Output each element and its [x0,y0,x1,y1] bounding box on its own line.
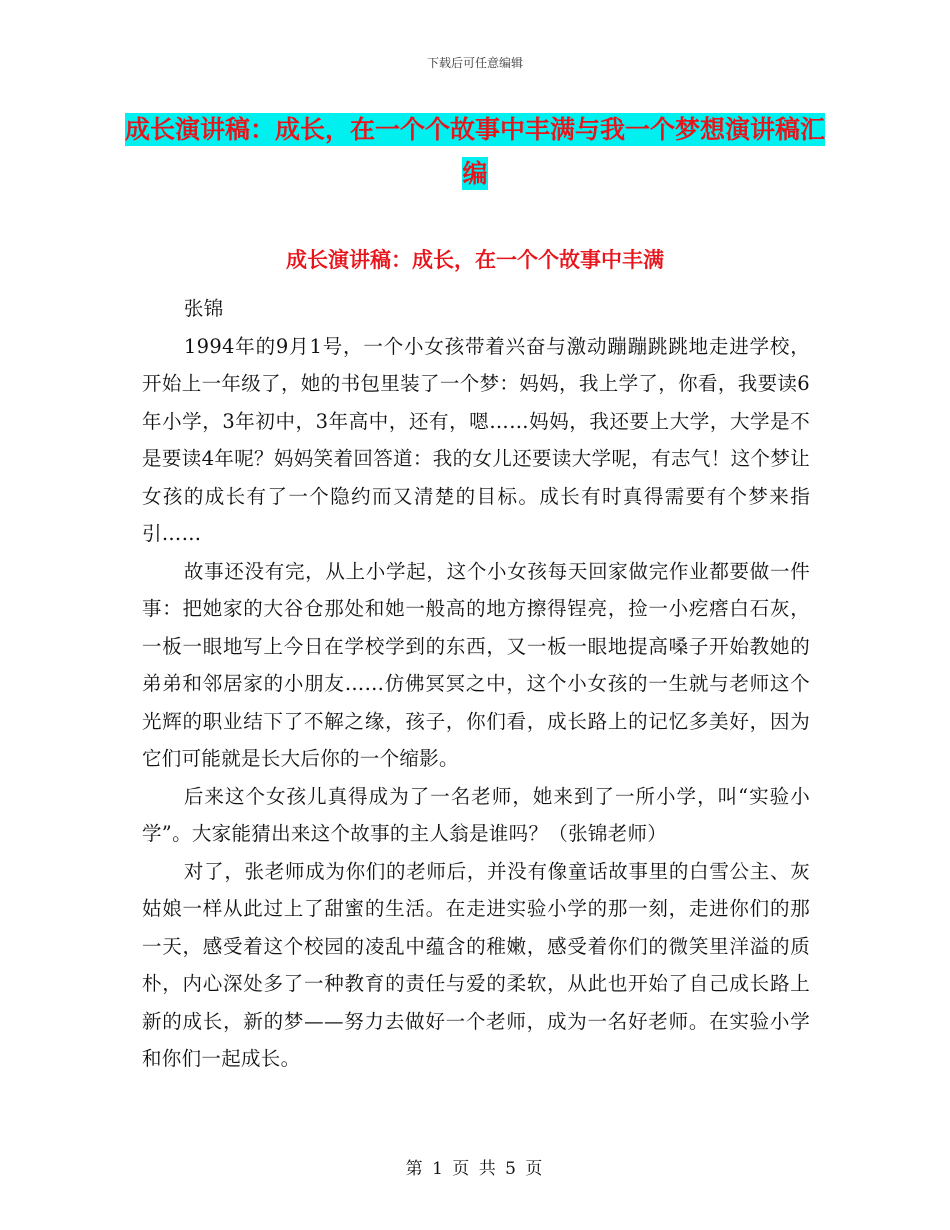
document-main-title [120,108,830,196]
paragraph-2: 故事还没有完，从上小学起，这个小女孩每天回家做完作业都要做一件事：把她家的大谷仓那处和她一般高的地方擦得锃亮，捡一小疙瘩白石灰，一板一眼地写上今日在学校学到的东西，又一板一眼地提高嗓子开始教她的弟弟和邻居家的小朋友……仿佛冥冥之中，这个小女孩的一生就与老师这个光辉的职业结下了不解之缘，孩子，你们看，成长路上的记忆多美好，因为它们可能就是长大后你的一个缩影。 [142,559,810,770]
page-footer-number: 第 1 页 共 5 页 [405,1159,545,1179]
paragraph-4: 对了，张老师成为你们的老师后，并没有像童话故事里的白雪公主、灰姑娘一样从此过上了甜蜜的生活。在走进实验小学的那一刻，走进你们的那一天，感受着这个校园的凌乱中蕴含的稚嫩，感受着你们的微笑里洋溢的质朴，内心深处多了一种教育的责任与爱的柔软，从此也开始了自己成长路上新的成长，新的梦——努力去做好一个老师，成为一名好老师。在实验小学和你们一起成长。 [142,859,810,1070]
paragraph-1: 1994年的9月1号，一个小女孩带着兴奋与激动蹦蹦跳跳地走进学校，开始上一年级了，她的书包里装了一个梦：妈妈，我上学了，你看，我要读6年小学，3年初中，3年高中，还有，嗯……妈妈，我还要上大学，大学是不是要读4年呢？妈妈笑着回答道：我的女儿还要读大学呢，有志气！这个梦让女孩的成长有了一个隐约而又清楚的目标。成长有时真得需要有个梦来指引…… [142,334,810,545]
page-header-note: 下载后可任意编辑 [426,56,523,70]
author-line: 张锦 [183,297,224,320]
section-title: 成长演讲稿：成长，在一个个故事中丰满 [286,248,664,272]
main-title-text: 成长演讲稿：成长，在一个个故事中丰满与我一个梦想演讲稿汇编 [124,115,825,188]
paragraph-3: 后来这个女孩儿真得成为了一名老师，她来到了一所小学，叫“实验小学”。大家能猜出来这个故事的主人翁是谁吗？（张锦老师） [142,784,810,845]
document-body [142,290,810,1078]
